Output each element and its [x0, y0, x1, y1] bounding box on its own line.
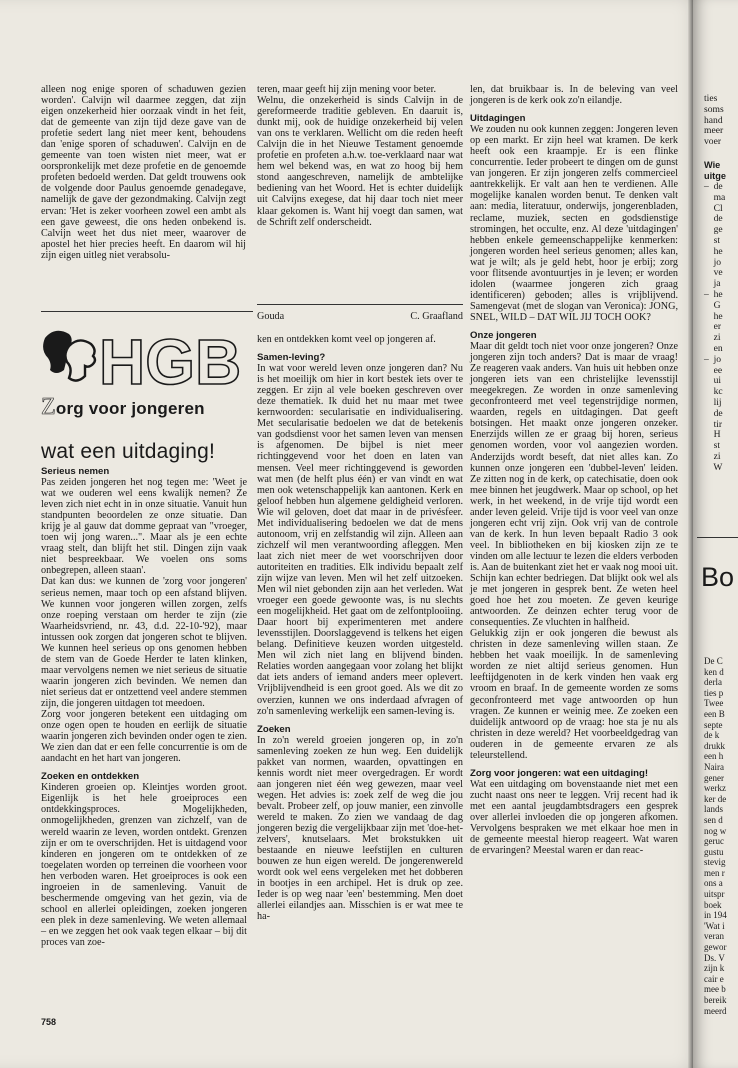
paragraph: We zouden nu ook kunnen zeggen: Jongeren leven op een markt. Er zijn heel wat kramen. De kerk heeft ook een kraampje. Er is een flinke concurrentie. Ieder probeert te dingen om de gunst van jongeren. Er zijn jongeren zelfs commercieel aantrekkelijk. Er valt aan hen te verdienen. Alle mogelijke kanalen worden benut. Te denken valt aan: media, literatuur, onderwijs, jongerenbladen, reclame, muziek, secten en godsdienstige stromingen, het occulte, enz. Al deze 'uitdagingen' hebben enkele gemeenschappelijke kenmerken: jongeren worden heel serieus genomen; alles kan, wat je wilt; als je geld hebt, hoor je erbij; zorg voor flitsende avontuurtjes in je leven; er worden idolen (waarmee jongeren zich graag identificeren) geboden; alles is vrijblijvend. Samengevat (met de slogan van Veronica): JONG, SNEL, WILD – DAT WIL JIJ TOCH OOK?: [470, 124, 678, 323]
author-signature: [257, 304, 463, 322]
page-number: 758: [41, 1017, 57, 1027]
paragraph: Maar dit geldt toch niet voor onze jongeren? Onze jongeren zijn toch anders? Dat is maar de vraag! Ze reageren vaak anders. Van huis uit hebben onze jongeren iets van een christelijke levensstijl meegekregen. Ze worden in onze samenleving geconfronteerd met veel tegenstrijdige normen, waarden, regels en uitdagingen. Dat geeft botsingen. Het maakt onze jongeren onzeker. Enerzijds willen ze er graag bij horen, serieus genomen worden, voor vol aangezien worden. Anderzijds wordt beseft, dat niet alles kan. Zo kunnen onze jongeren een 'dubbel-leven' leiden. Ze zitten nog in de kerk, op catechisatie, doen ook mee binnen het jeugdwerk. Maar op school, op het werk, in het weekend, in de vrije tijd wordt een ander leven geleid. Vrije tijd is voor veel van onze jongeren echt vrij zijn. Ook vrij van de controle van de kerk. In hun leven bepaalt Radio 3 ook veel. In bibliotheken en bij kiosken zijn ze te vinden om alle lectuur te lezen die elders verboden is. Aan de buitenkant ziet het er vaak nog mooi uit. Schijn kan echter bedriegen. Dat blijkt ook wel als je met jongeren in gesprek bent. Ze weten heel goed hoe het zou moeten. Ze geven keurige antwoorden. Ze deinzen echter terug voor de consequenties. Ze vluchten in halfheid.: [470, 341, 678, 629]
section-heading-zorg: Zorg voor jongeren: wat een uitdaging!: [470, 767, 649, 779]
hgb-logo-block: [41, 311, 253, 445]
right-page-headline: Bo: [701, 562, 735, 592]
article-col2-bottom: [257, 334, 463, 922]
paragraph: teren, maar geeft hij zijn mening voor beter.: [257, 84, 437, 95]
article-col1-top: [41, 84, 246, 261]
paragraph: alleen nog enige sporen of schaduwen gezien worden'. Calvijn wil daarmee zeggen, dat zijn eigen onzekerheid hier oorzaak vindt in het feit, dat de gemeente van zijn tijd deze gave van de profetie sedert lang niet meer kent, behoudens dan 'enige sporen of schaduwen'. Calvijn en de gemeente van toen wisten niet meer, wat er oorspronkelijk met deze profetie en de genoemde profeten bedoeld werden. Dat geldt trouwens ook de volgende door Paulus genoemde genadegave, namelijk de gave der gezondmaking. Calvijn zegt ervan: 'Het is zeker voorheen zowel een ambt als een gave geweest, die ons heden onbekend is. Calvijn weet het dus niet meer, waarover de apostel het hier precies heeft. En daarom wil hij zijn eigen uitleg niet verabsolu-: [41, 84, 246, 261]
paragraph: Gelukkig zijn er ook jongeren die bewust als christen in deze samenleving willen staan. Ze hebben het vaak moeilijk. In de samenleving worden ze niet altijd serieus genomen. Hun leeftijdgenoten in de kerk vinden hen vaak erg vroom en braaf. In de gemeente worden ze soms geconfronteerd met vage antwoorden op hun vragen. Ze kunnen er weinig mee. Ze zoeken een duidelijk antwoord op de vraag: hoe sta je nu als christen in deze wereld? Het voorbeeldgedrag van ouderen in de gemeente ervaren ze als teleurstellend.: [470, 628, 678, 761]
section-heading-samen-leving: Samen-leving?: [257, 352, 326, 364]
signature-place: Gouda: [257, 311, 285, 322]
paragraph: ken en ontdekken komt veel op jongeren af.: [257, 334, 436, 345]
article-col3: [470, 84, 678, 856]
logo-letters: HGB: [99, 326, 242, 392]
right-page-heading: Wie uitge: [704, 160, 726, 181]
paragraph: In wat voor wereld leven onze jongeren dan? Nu is het moeilijk om hier in kort bestek iets over te zeggen. Er zijn al vele boeken geschreven over deze thematiek. Ik duid het nu maar met twee kernwoorden: secularisatie en individualisering. Met secularisatie bedoelen we dat de betekenis van godsdienst voor het samen leven van mensen is afgenomen. De bijbel is niet meer richtinggevend voor het doen en laten van mensen. Veel meer richtinggevend is geworden wat men (de helft plus één) er van vindt en wat men ook wetenschappelijk kan aantonen. Kerk en geloof hebben hun algemene geldigheid verloren. Wie wil geloven, doet dat maar in de privésfeer. Met individualisering bedoelen we dat de mens autonoom, vrij en zelfstandig wil zijn. Alleen aan zichzelf wil men verantwoording afleggen. Men laat zich niet meer de wet voorschrijven door autoriteiten en tradities. Elk individu bepaalt zelf zijn wijze van leven. Men wil het zelf uitzoeken. Men wil niet gebonden zijn aan het verleden. Wat vroeger een goede gewoonte was, is nu slechts een mogelijkheid. Het gaat om de zelfontplooiing. Daar hoort bij experimenteren met andere levensstijlen. Doorslaggevend is telkens het eigen belang. Definitieve keuzen worden uitgesteld. Men wil zich niet lang en blijvend binden. Relaties worden aangegaan voor zolang het blijkt dat iets anders of iemand anders meer oplevert. Vrijblijvendheid is een groot goed. Als we dit zo overzien, kunnen we ons inderdaad afvragen of zo'n samenleving werkelijk een samen-leving is.: [257, 363, 463, 717]
hgb-logo-icon: [41, 324, 253, 392]
right-page-list: – de ma Cl de ge st he jo ve ja – he G he er zi en – jo ee ui kc lij de tir H st zi W: [704, 181, 726, 473]
paragraph: Wat een uitdaging om bovenstaande niet met een zucht naast ons neer te leggen. Vrij recent had ik met een aantal jeugdambtsdragers een gesprek over allerlei invloeden die op jongeren afkomen. Vervolgens bespraken we met elkaar hoe men in de gemeente meestal hierop reageert. Wat waren de ervaringen? Meestal waren er dan reac-: [470, 778, 678, 857]
paragraph: Zorg voor jongeren betekent een uitdaging om onze ogen open te houden en eerlijk de situatie waarin jongeren zich bevinden onder ogen te zien. We zien dan dat er een felle concurrentie is om de aandacht en het hart van jongeren.: [41, 709, 247, 765]
paragraph: In zo'n wereld groeien jongeren op, in zo'n samenleving zoeken ze hun weg. Een duidelijk pakket van normen, waarden, opvattingen en kennis wordt niet meer overgedragen. Er wordt aan jongeren niet één weg gewezen, maar veel wegen. Het advies is: zoek zelf de weg die jou bevalt. Probeer zelf, op jouw manier, een zinvolle wereld te maken. Zo zien we vandaag de dag jongeren bezig die vergelijkbaar zijn met 'doe-het-zelvers', knutselaars. Met brokstukken uit bestaande en nieuwe leefstijlen en culturen bouwen ze hun eigen wereld. De jongerenwereld wordt ook wel eens vergeleken met het dobberen in bootjes in een archipel. Het is druk op zee. Ieder is op weg naar 'een' bestemming. Men doet allerlei eilandjes aan. Misschien is er wat mee te ha-: [257, 734, 463, 923]
section-heading-serieus: Serieus nemen: [41, 466, 110, 477]
section-heading-zoeken: Zoeken: [257, 723, 291, 735]
section-heading-uitdagingen: Uitdagingen: [470, 113, 526, 125]
right-page-text-top: ties soms hand meer voer: [704, 93, 724, 148]
right-page-text-bottom: De C ken d derla ties p Twee een B septe de k drukk een h Naira gener werkz ker de lands sen d nog w geruc gustu stevig men r ons a uitspr boek in 194 'Wat i veran gewor Ds. V zijn k cair e mee b bereik meerd: [704, 656, 727, 1016]
paragraph: Welnu, die onzekerheid is sinds Calvijn in de gereformeerde traditie gebleven. En daaruit is, dunkt mij, ook de huidige onzekerheid bij velen van ons te verklaren. Wellicht om die reden heeft Calvijn die in het Nieuwe Testament genoemde profetie en profeten a.h.w. toe-verklaard naar wat hem wel bekend was, en wat zo hoog bij hem stond aangeschreven, namelijk de ambtelijke bediening van het Woord. Het is echter duidelijk uit Calvijns exegese, dat hij daar toch niet meer klaar gekomen is. Want hij voegt dan samen, wat de Schrift zelf onderscheidt.: [257, 95, 463, 228]
paragraph: len, dat bruikbaar is. In de beleving van veel jongeren is de kerk ook zo'n eilandje.: [470, 84, 678, 107]
signature-author: C. Graafland: [410, 311, 463, 322]
article-col1-bottom: [41, 466, 247, 948]
paragraph: Dat kan dus: we kunnen de 'zorg voor jongeren' serieus nemen, maar toch op een afstand blijven. We kunnen voor jongeren willen zorgen, zelfs onze roeping verstaan om herder te zijn (zie Waarheidsvriend, nr. 43, d.d. 22-10-'92), maar intussen ook zorgen dat jongeren schot te blijven. We kunnen heel serieus op ons genomen hebben de stem van de Goede Herder te laten klinken, maar vervolgens nemen we niet serieus de situatie waarin jongeren zich bevinden. We nemen dan niet serieus dat er ontzettend veel andere stemmen zijn, die jongeren uitdagen tot meedoen.: [41, 576, 247, 709]
section-heading-onze-jongeren: Onze jongeren: [470, 329, 537, 341]
right-page-rule: [697, 537, 738, 538]
logo-subtitle: Zorg voor jongeren: [41, 394, 205, 420]
paragraph: Kinderen groeien op. Kleintjes worden groot. Eigenlijk is het hele groeiproces een ontdekkingsproces. Mogelijkheden, onmogelijkheden, grenzen van zichzelf, van de wereld waarin ze leven, worden ontdekt. Grenzen zijn er om te overschrijden. Het is uitdagend voor kinderen en jongeren om te ontdekken of ze toegelaten worden op terreinen die voorheen voor hen verboden waren. Het groeiproces is ook een ingroeien in de samenleving. Vanuit de beschermende omgeving van het gezin, via de school en allerlei opleidingen, zoeken jongeren een plek in deze samenleving. We weten allemaal – en we zeggen het ook vaak tegen elkaar – bij dit proces van zoe-: [41, 782, 247, 948]
paragraph: Pas zeiden jongeren het nog tegen me: 'Weet je wat we ouderen wel eens kwalijk nemen? Ze leven zich niet echt in in onze situatie. Vanuit hun standpunten beoordelen ze onze situatie. Dan krijg je al gauw dat domme gepraat van "vroeger, toen wij jong waren...". Maar als je een echte vraag stelt, dan blijft het stil. Dingen zijn vaak niet bespreekbaar. We voelen ons soms onbegrepen, alleen staan'.: [41, 477, 247, 577]
section-heading-zoeken-ontdekken: Zoeken en ontdekken: [41, 771, 140, 783]
right-page-fragment: [693, 0, 738, 1068]
article-col2-top: [257, 84, 463, 228]
article-headline: wat een uitdaging!: [41, 440, 216, 463]
